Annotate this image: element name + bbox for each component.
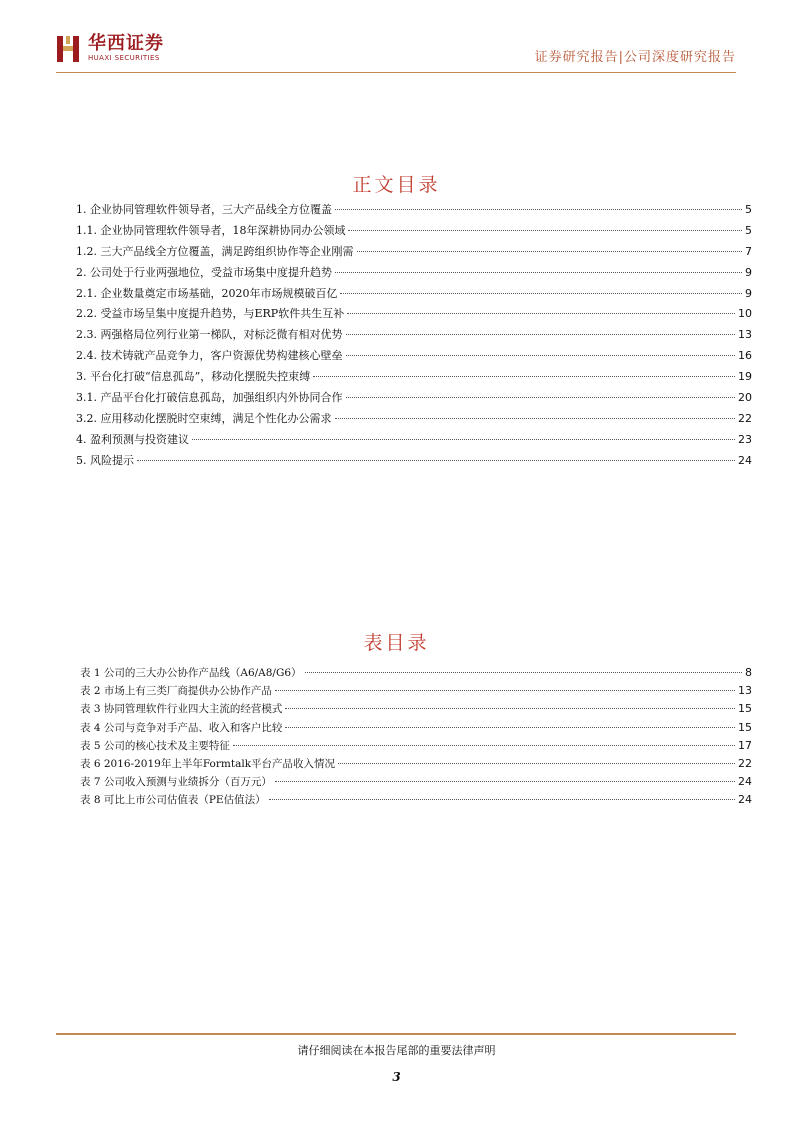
company-logo	[56, 34, 164, 64]
dot-leader	[346, 326, 736, 335]
huaxi-logo-icon	[56, 34, 82, 64]
toc-entry-page[interactable]: 10	[738, 307, 752, 321]
toc-entry[interactable]	[76, 284, 752, 305]
toc-entry[interactable]	[76, 304, 752, 325]
toc-entry-label[interactable]: 表 8 可比上市公司估值表（PE估值法）	[80, 794, 266, 807]
toc-entry-page[interactable]: 22	[738, 756, 752, 770]
dot-leader	[346, 347, 736, 356]
dot-leader	[313, 368, 735, 377]
contents-title: 正文目录	[352, 174, 441, 196]
page-number: 3	[392, 1070, 401, 1084]
toc-entry[interactable]	[76, 242, 752, 263]
toc-entry-label[interactable]: 表 2 市场上有三类厂商提供办公协作产品	[80, 685, 272, 698]
toc-entry-page[interactable]: 7	[745, 244, 752, 258]
toc-entry-label[interactable]: 表 5 公司的核心技术及主要特征	[80, 739, 230, 752]
dot-leader	[275, 682, 735, 691]
toc-entry[interactable]	[80, 791, 752, 809]
toc-entry-label[interactable]: 5. 风险提示	[76, 453, 134, 467]
toc-entry-label[interactable]: 4. 盈利预测与投资建议	[76, 432, 189, 446]
dot-leader	[285, 700, 735, 709]
toc-entry[interactable]	[80, 719, 752, 737]
toc-entry[interactable]	[80, 755, 752, 773]
toc-entry-label[interactable]: 表 7 公司收入预测与业绩拆分（百万元）	[80, 776, 272, 789]
toc-entry-page[interactable]: 20	[738, 391, 752, 405]
toc-entry-label[interactable]: 2.3. 两强格局位列行业第一梯队，对标泛微有相对优势	[76, 328, 343, 342]
toc-entry-page[interactable]: 17	[738, 738, 752, 752]
toc-entry-page[interactable]: 19	[738, 370, 752, 384]
dot-leader	[335, 201, 742, 210]
toc-entry[interactable]	[76, 409, 752, 430]
toc-entry-label[interactable]: 2.4. 技术铸就产品竞争力，客户资源优势构建核心壁垒	[76, 349, 343, 363]
toc-entry[interactable]	[76, 451, 752, 472]
dot-leader	[192, 431, 735, 440]
toc-entry-label[interactable]: 1. 企业协同管理软件领导者，三大产品线全方位覆盖	[76, 203, 332, 216]
dot-leader	[348, 222, 742, 231]
toc-entry-label[interactable]: 表 6 2016-2019年上半年Formtalk平台产品收入情况	[80, 757, 336, 770]
toc-entry-page[interactable]: 5	[745, 223, 752, 237]
toc-entry[interactable]	[76, 388, 752, 409]
toc-entry-label[interactable]: 3.1. 产品平台化打破信息孤岛，加强组织内外协同合作	[76, 391, 343, 405]
toc-entry-page[interactable]: 15	[738, 720, 752, 734]
toc-entry-label[interactable]: 表 3 协同管理软件行业四大主流的经营模式	[80, 703, 283, 716]
toc-entry-page[interactable]: 16	[738, 349, 752, 363]
toc-entry-label[interactable]: 3.2. 应用移动化摆脱时空束缚，满足个性化办公需求	[76, 411, 332, 425]
toc-entry-page[interactable]: 13	[738, 328, 752, 342]
toc-entry[interactable]	[76, 346, 752, 367]
toc-entry-page[interactable]: 24	[738, 453, 752, 467]
toc-entry-label[interactable]: 表 4 公司与竞争对手产品、收入和客户比较	[80, 721, 283, 734]
report-type: 证券研究报告|公司深度研究报告	[534, 50, 736, 65]
toc-entry-label[interactable]: 3. 平台化打破“信息孤岛”，移动化摆脱失控束缚	[76, 370, 311, 384]
footer-divider	[56, 1033, 736, 1035]
dot-leader	[340, 285, 742, 294]
legal-notice: 请仔细阅读在本报告尾部的重要法律声明	[297, 1044, 496, 1057]
toc-entry-page[interactable]: 8	[745, 666, 752, 679]
dot-leader	[357, 243, 743, 252]
toc-entry[interactable]	[76, 200, 752, 221]
toc-entry-label[interactable]: 表 1 公司的三大办公协作产品线（A6/A8/G6）	[80, 667, 302, 679]
logo-name-cn: 华西证券	[88, 33, 164, 54]
toc-entry-page[interactable]: 23	[738, 432, 752, 446]
toc-entry-label[interactable]: 1.2. 三大产品线全方位覆盖，满足跨组织协作等企业刚需	[76, 244, 354, 258]
dot-leader	[137, 452, 735, 461]
toc-entry-page[interactable]: 9	[745, 265, 752, 279]
toc-entry[interactable]	[76, 221, 752, 242]
toc-entry-page[interactable]: 24	[738, 775, 752, 789]
contents-list	[76, 200, 752, 472]
toc-entry-page[interactable]: 13	[738, 684, 752, 698]
tables-list	[80, 664, 752, 810]
toc-entry[interactable]	[76, 367, 752, 388]
dot-leader	[285, 719, 735, 728]
tables-title: 表目录	[363, 632, 430, 654]
dot-leader	[335, 264, 742, 273]
dot-leader	[305, 664, 742, 673]
page-header	[56, 34, 736, 70]
toc-entry-label[interactable]: 2.1. 企业数量奠定市场基础，2020年市场规模破百亿	[76, 286, 338, 300]
toc-entry[interactable]	[76, 430, 752, 451]
dot-leader	[275, 773, 735, 782]
toc-entry-page[interactable]: 9	[745, 286, 752, 300]
dot-leader	[335, 410, 736, 419]
dot-leader	[269, 791, 735, 800]
toc-entry-page[interactable]: 15	[738, 702, 752, 716]
toc-entry-page[interactable]: 5	[745, 203, 752, 216]
toc-entry[interactable]	[76, 263, 752, 284]
dot-leader	[347, 305, 735, 314]
toc-entry[interactable]	[80, 773, 752, 791]
toc-entry[interactable]	[80, 737, 752, 755]
header-divider	[56, 72, 736, 73]
toc-entry-page[interactable]: 24	[738, 793, 752, 807]
toc-entry[interactable]	[80, 700, 752, 718]
toc-entry[interactable]	[80, 682, 752, 700]
toc-entry-label[interactable]: 2. 公司处于行业两强地位，受益市场集中度提升趋势	[76, 265, 332, 279]
toc-entry[interactable]	[80, 664, 752, 682]
dot-leader	[346, 389, 736, 398]
logo-name-en: HUAXI SECURITIES	[88, 54, 160, 62]
toc-entry-page[interactable]: 22	[738, 411, 752, 425]
toc-entry-label[interactable]: 2.2. 受益市场呈集中度提升趋势，与ERP软件共生互补	[76, 307, 345, 321]
toc-entry-label[interactable]: 1.1. 企业协同管理软件领导者，18年深耕协同办公领域	[76, 223, 346, 237]
dot-leader	[233, 737, 735, 746]
dot-leader	[338, 755, 735, 764]
toc-entry[interactable]	[76, 325, 752, 346]
